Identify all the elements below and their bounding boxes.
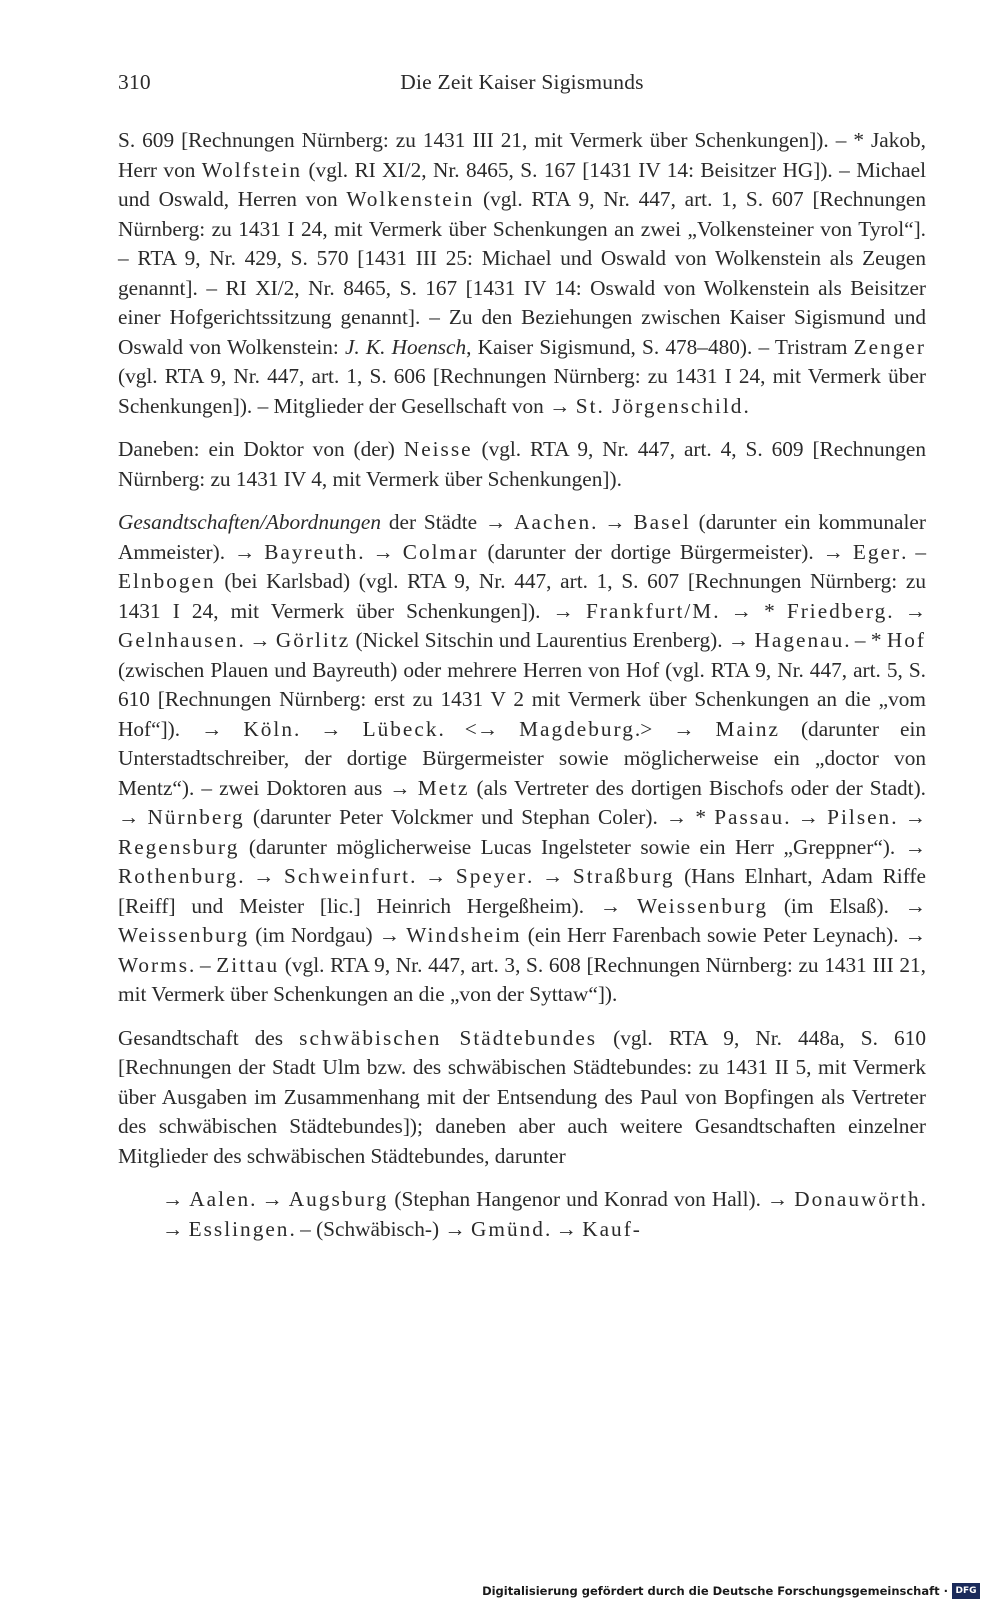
spaced-name: Friedberg <box>786 598 888 623</box>
text-run: . → <box>250 1187 289 1211</box>
text-run: (im Elsaß). → <box>768 893 927 918</box>
text-run: . → <box>293 716 363 741</box>
spaced-name: Mainz <box>715 716 780 741</box>
spaced-name: Köln <box>243 716 294 741</box>
text-run: (ein Herr Farenbach sowie Peter Leynach). → <box>521 923 926 947</box>
text-run: (bei Karlsbad) (vgl. RTA 9, Nr. 447, art. 1, S. 607 [Rechnungen Nürnberg: zu 1431 I 24, mit Vermerk über Schenkungen]). → <box>118 569 926 623</box>
text-run: (vgl. RTA 9, Nr. 447, art. 3, S. 608 [Rechnungen Nürnberg: zu 1431 III 21, mit Vermerk über Schenkungen an die „von der Syttaw“]). <box>118 952 926 1006</box>
text-run: Gesandtschaft des <box>118 1025 300 1050</box>
spaced-name: Eger <box>852 539 902 564</box>
dfg-logo-icon: DFG <box>952 1583 980 1599</box>
text-run: . – * <box>844 628 887 652</box>
paragraph <box>118 508 926 1010</box>
spaced-name: Weissenburg <box>636 893 769 918</box>
text-run: (darunter ein kommunaler Ammeister). → <box>118 510 926 564</box>
running-title: Die Zeit Kaiser Sigismunds <box>400 70 644 94</box>
spaced-name: Wolkenstein <box>346 187 475 211</box>
text-run: (darunter Peter Volckmer und Stephan Coler). → * <box>244 805 715 829</box>
spaced-name: Schweinfurt <box>284 864 411 888</box>
text-run: Daneben: ein Doktor von (der) <box>118 437 404 461</box>
spaced-name: Windsheim <box>406 923 522 947</box>
text-run: (vgl. RTA 9, Nr. 447, art. 1, S. 607 [Rechnungen Nürnberg: zu 1431 I 24, mit Vermerk über Schenkungen an zwei „Volkensteiner von Tyrol“]. – RTA 9, Nr. 429, S. 570 [1431 III 25: Michael und Oswald von Wolkenstein als Zeugen genannt]. – RI XI/2, Nr. 8465, S. 167 [1431 IV 14: Oswald von Wolkenstein als Beisitzer einer Hofgerichtssitzung genannt]. – Zu den Beziehungen zwischen Kaiser Sigismund und Oswald von Wolkenstein: <box>118 187 926 359</box>
body-text <box>118 126 926 1258</box>
text-run: (zwischen Plauen und Bayreuth) oder mehrere Herren von Hof (vgl. RTA 9, Nr. 447, art. 5, S. 610 [Rechnungen Nürnberg: erst zu 1431 V 2 mit Vermerk über Schenkungen an die „vom Hof“]). → <box>118 657 926 741</box>
spaced-name: Neisse <box>403 437 473 461</box>
spaced-name: Donauwörth <box>794 1187 921 1211</box>
page-number: 310 <box>118 70 151 94</box>
text-run: (vgl. RI XI/2, Nr. 8465, S. 167 [1431 IV 14: Beisitzer HG]). – Michael und Oswald, Herren von <box>118 157 926 211</box>
footer-credit-text: Digitalisierung gefördert durch die Deutsche Forschungsgemeinschaft · <box>482 1584 948 1598</box>
spaced-name: Nürnberg <box>147 805 245 829</box>
text-run: . → <box>358 539 403 564</box>
footer-credit <box>482 1583 980 1599</box>
spaced-name: schwäbischen Städtebundes <box>299 1025 598 1050</box>
text-run: . → <box>238 864 284 888</box>
spaced-name: Frankfurt/M <box>585 598 714 623</box>
spaced-name: Colmar <box>402 539 479 564</box>
spaced-name: Aalen <box>189 1187 251 1211</box>
text-run: . – <box>189 952 217 977</box>
spaced-name: Zittau <box>216 952 280 977</box>
spaced-name: Pilsen <box>827 805 892 829</box>
paragraph <box>118 435 926 494</box>
text-run: (Stephan Hangenor und Konrad von Hall). → <box>388 1187 795 1211</box>
spaced-name: Hagenau <box>754 628 845 652</box>
text-run: . → <box>410 864 456 888</box>
text-run: (vgl. RTA 9, Nr. 447, art. 4, S. 609 [Rechnungen Nürnberg: zu 1431 IV 4, mit Vermerk über Schenkungen]). <box>118 437 926 491</box>
paragraph <box>118 1024 926 1172</box>
text-run: . → <box>591 510 634 534</box>
text-run: , Kaiser Sigismund, S. 478–480). – Tristram <box>466 334 854 359</box>
page-header <box>118 70 926 104</box>
text-run: (vgl. RTA 9, Nr. 448a, S. 610 [Rechnungen der Stadt Ulm bzw. des schwäbischen Städtebundes: zu 1431 II 5, mit Vermerk über Ausgaben im Zusammenhang mit der Entsendung des Paul von Bopfingen als Vertreter des schwäbischen Städtebundes]); daneben aber auch weitere Gesandtschaften einzelner Mitglieder des schwäbischen Städtebundes, darunter <box>118 1025 926 1168</box>
spaced-name: Weissenburg <box>118 923 250 947</box>
text-run: der Städte → <box>381 510 515 534</box>
text-run: . → <box>784 805 828 829</box>
spaced-name: Görlitz <box>275 628 351 652</box>
text-run: (im Nordgau) → <box>249 923 407 947</box>
spaced-name: Worms <box>118 952 189 977</box>
text-run: . – (Schwäbisch-) → <box>289 1216 472 1241</box>
spaced-name: Elnbogen <box>118 569 216 593</box>
spaced-name: Aachen <box>514 510 592 534</box>
text-run: . <box>743 393 749 418</box>
spaced-name: Regensburg <box>118 834 240 859</box>
text-run: (darunter der dortige Bürgermeister). → <box>478 539 853 564</box>
text-run: . → <box>238 628 276 652</box>
text-run: . <→ <box>438 716 520 741</box>
spaced-name: Rothenburg <box>118 864 239 888</box>
paragraph <box>118 126 926 421</box>
text-run: (darunter ein Unterstadtschreiber, der dortige Bürgermeister sowie möglicherweise ein „doctor von Mentz“). – zwei Doktoren aus → <box>118 716 927 800</box>
italic-text: Gesandtschaften/Abordnungen <box>118 510 382 534</box>
spaced-name: Bayreuth <box>264 539 359 564</box>
paragraph <box>118 1185 926 1244</box>
spaced-name: Wolfstein <box>201 157 303 182</box>
spaced-name: Magdeburg <box>519 716 635 741</box>
spaced-name: Gmünd <box>471 1216 545 1241</box>
italic-text: J. K. Hoensch <box>344 334 467 359</box>
text-run: . → * <box>713 598 787 623</box>
spaced-name: Speyer <box>455 864 528 888</box>
text-run: .> → <box>634 716 716 741</box>
text-run: (Hans Elnhart, Adam Riffe [Reiff] und Meister [lic.] Heinrich Hergeßheim). → <box>118 864 926 918</box>
text-run: (darunter möglicherweise Lucas Ingelsteter sowie ein Herr „Greppner“). → <box>239 834 926 859</box>
spaced-name: Passau <box>714 805 785 829</box>
text-run: . → <box>162 1187 926 1241</box>
text-run: S. 609 [Rechnungen Nürnberg: zu 1431 III 21, mit Vermerk über Schenkungen]). – * Jakob, Herr von <box>118 128 926 182</box>
text-run: (als Vertreter des dortigen Bischofs oder der Stadt). → <box>118 775 927 829</box>
spaced-name: Lübeck <box>362 716 439 741</box>
document-page <box>118 0 926 1609</box>
text-run: . → <box>527 864 573 888</box>
text-run: . → <box>544 1216 583 1241</box>
spaced-name: Gelnhausen <box>118 628 239 652</box>
spaced-name: Straßburg <box>572 864 675 888</box>
spaced-name: Augsburg <box>288 1187 389 1211</box>
spaced-name: Basel <box>633 510 691 534</box>
spaced-name: Kauf- <box>582 1216 642 1241</box>
text-run: (vgl. RTA 9, Nr. 447, art. 1, S. 606 [Rechnungen Nürnberg: zu 1431 I 24, mit Vermerk über Schenkungen]). – Mitglieder der Gesellschaft von → <box>118 364 926 418</box>
text-run: (Nickel Sitschin und Laurentius Erenberg). → <box>350 628 755 652</box>
text-run: → <box>162 1187 190 1211</box>
text-run: . → <box>887 598 926 623</box>
text-run: . → <box>891 805 926 829</box>
spaced-name: Zenger <box>853 334 926 359</box>
text-run: . – <box>901 539 926 564</box>
spaced-name: St. Jörgenschild <box>575 393 744 418</box>
spaced-name: Hof <box>886 628 927 652</box>
spaced-name: Metz <box>417 775 470 800</box>
spaced-name: Esslingen <box>188 1216 290 1241</box>
